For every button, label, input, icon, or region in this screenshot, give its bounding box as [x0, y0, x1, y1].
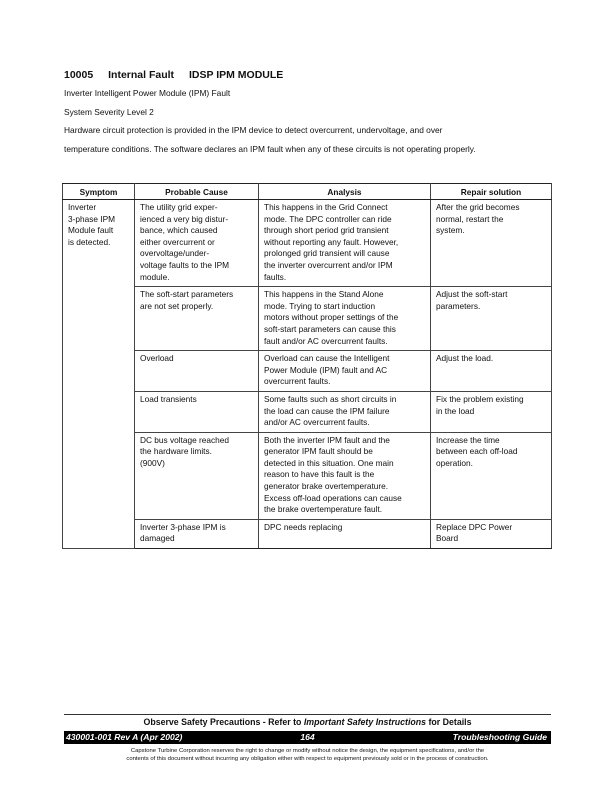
- analysis-cell: [259, 351, 431, 392]
- repair-solution-cell: [431, 200, 552, 287]
- repair-solution-cell-line: system.: [436, 225, 465, 236]
- repair-solution-cell: [431, 519, 552, 548]
- probable-cause-cell: [135, 200, 259, 287]
- analysis-cell-line: the inverter overcurrent and/or IPM: [264, 259, 393, 270]
- probable-cause-cell-line: Load transients: [140, 393, 197, 404]
- repair-solution-cell: [431, 432, 552, 519]
- repair-solution-cell-line: Fix the problem existing: [436, 393, 524, 404]
- header-repair-solution: Repair solution: [431, 184, 552, 200]
- repair-solution-cell-line: Board: [436, 533, 459, 544]
- probable-cause-cell-line: overvoltage/under-: [140, 248, 210, 259]
- probable-cause-cell-line: are not set properly.: [140, 300, 214, 311]
- footer-divider: [64, 714, 551, 715]
- page-number: 164: [300, 732, 315, 742]
- symptom-cell-line: is detected.: [68, 236, 111, 247]
- analysis-cell-line: reason to have this fault is the: [264, 469, 375, 480]
- analysis-cell-line: Power Module (IPM) fault and AC: [264, 364, 388, 375]
- repair-solution-cell-line: normal, restart the: [436, 213, 504, 224]
- document-number: 430001-001 Rev A (Apr 2002): [66, 732, 183, 742]
- probable-cause-cell-line: The utility grid exper-: [140, 202, 218, 212]
- footer-bar: [64, 731, 551, 744]
- repair-solution-cell-line: Increase the time: [436, 434, 500, 445]
- probable-cause-cell-line: ienced a very big distur-: [140, 213, 229, 224]
- table-row: [63, 287, 552, 351]
- probable-cause-cell-line: DC bus voltage reached: [140, 434, 230, 445]
- repair-solution-cell-line: between each off-load: [436, 446, 518, 457]
- symptom-cell-line: Inverter: [68, 202, 97, 212]
- disclaimer: [64, 747, 551, 763]
- probable-cause-cell: [135, 391, 259, 432]
- symptom-cell-line: Module fault: [68, 225, 114, 236]
- safety-notice: [64, 717, 551, 727]
- analysis-cell-line: fault and/or AC overcurrent faults.: [264, 335, 388, 346]
- symptom-cell: [63, 200, 135, 549]
- analysis-cell-line: generator brake overtemperature.: [264, 481, 389, 492]
- header-analysis: Analysis: [259, 184, 431, 200]
- probable-cause-cell-line: Overload: [140, 353, 174, 364]
- safety-notice-prefix: Observe Safety Precautions - Refer to: [143, 717, 304, 727]
- repair-solution-cell-line: parameters.: [436, 300, 481, 311]
- table-body: [63, 200, 552, 549]
- analysis-cell-line: through short period grid transient: [264, 225, 389, 236]
- disclaimer-line-2: contents of this document without incurring any obligation either with respect to equipment previously sold or in the process of construction.: [126, 756, 489, 762]
- repair-solution-cell-line: Adjust the soft-start: [436, 289, 508, 300]
- analysis-cell-line: the brake overtemperature fault.: [264, 504, 383, 515]
- fault-subtitle: Inverter Intelligent Power Module (IPM) Fault: [64, 88, 231, 98]
- repair-solution-cell: [431, 287, 552, 351]
- analysis-cell-line: detected in this situation. One main: [264, 457, 394, 468]
- probable-cause-cell-line: either overcurrent or: [140, 236, 215, 247]
- analysis-cell-line: Some faults such as short circuits in: [264, 393, 397, 404]
- repair-solution-cell-line: Adjust the load.: [436, 353, 494, 364]
- analysis-cell-line: and/or AC overcurrent faults.: [264, 417, 370, 428]
- guide-title: Troubleshooting Guide: [452, 732, 547, 742]
- probable-cause-cell-line: module.: [140, 271, 170, 282]
- probable-cause-cell-line: The soft-start parameters: [140, 289, 234, 300]
- repair-solution-cell-line: operation.: [436, 457, 473, 468]
- description-line-1: Hardware circuit protection is provided in the IPM device to detect overcurrent, undervoltage, and over: [64, 125, 443, 135]
- analysis-cell-line: without reporting any fault. However,: [264, 236, 399, 247]
- troubleshooting-table: [62, 183, 552, 549]
- probable-cause-cell: [135, 351, 259, 392]
- analysis-cell: [259, 519, 431, 548]
- symptom-cell-line: 3-phase IPM: [68, 213, 116, 224]
- section-heading: [64, 69, 295, 81]
- safety-notice-suffix: for Details: [426, 717, 472, 727]
- header-symptom: Symptom: [63, 184, 135, 200]
- probable-cause-cell-line: bance, which caused: [140, 225, 218, 236]
- repair-solution-cell: [431, 351, 552, 392]
- table-row: [63, 391, 552, 432]
- analysis-cell-line: generator IPM fault should be: [264, 446, 373, 457]
- table-row: [63, 519, 552, 548]
- safety-notice-link: Important Safety Instructions: [303, 717, 427, 727]
- analysis-cell-line: motors without proper settings of the: [264, 312, 399, 323]
- repair-solution-cell-line: in the load: [436, 405, 475, 416]
- analysis-cell-line: faults.: [264, 271, 287, 282]
- repair-solution-cell-line: Replace DPC Power: [436, 521, 513, 532]
- analysis-cell-line: prolonged grid transient will cause: [264, 248, 390, 259]
- analysis-cell-line: soft-start parameters can cause this: [264, 323, 396, 334]
- fault-module: IDSP IPM MODULE: [188, 69, 284, 81]
- analysis-cell-line: mode. Trying to start induction: [264, 300, 376, 311]
- analysis-cell: [259, 432, 431, 519]
- analysis-cell-line: the load can cause the IPM failure: [264, 405, 390, 416]
- table-row: [63, 200, 552, 287]
- analysis-cell-line: Overload can cause the Intelligent: [264, 353, 390, 364]
- analysis-cell: [259, 391, 431, 432]
- probable-cause-cell-line: voltage faults to the IPM: [140, 259, 230, 270]
- table-row: [63, 351, 552, 392]
- probable-cause-cell-line: the hardware limits.: [140, 446, 212, 457]
- table-row: [63, 432, 552, 519]
- fault-code: 10005: [64, 69, 94, 81]
- probable-cause-cell-line: (900V): [140, 457, 165, 468]
- repair-solution-cell-line: After the grid becomes: [436, 202, 520, 212]
- analysis-cell-line: mode. The DPC controller can ride: [264, 213, 392, 224]
- fault-title: Internal Fault: [108, 69, 175, 81]
- probable-cause-cell: [135, 287, 259, 351]
- analysis-cell: [259, 287, 431, 351]
- repair-solution-cell: [431, 391, 552, 432]
- analysis-cell: [259, 200, 431, 287]
- analysis-cell-line: This happens in the Stand Alone: [264, 289, 384, 300]
- table-header-row: [63, 184, 552, 200]
- probable-cause-cell-line: damaged: [140, 533, 175, 544]
- header-probable-cause: Probable Cause: [135, 184, 259, 200]
- severity-level: System Severity Level 2: [64, 107, 154, 117]
- analysis-cell-line: Both the inverter IPM fault and the: [264, 434, 390, 445]
- analysis-cell-line: overcurrent faults.: [264, 376, 331, 387]
- probable-cause-cell: [135, 432, 259, 519]
- probable-cause-cell: [135, 519, 259, 548]
- disclaimer-line-1: Capstone Turbine Corporation reserves the right to change or modify without notice the design, the equipment specifications, and/or the: [130, 748, 485, 754]
- description-line-2: temperature conditions. The software declares an IPM fault when any of these circuits is not operating properly.: [64, 144, 476, 154]
- probable-cause-cell-line: Inverter 3-phase IPM is: [140, 521, 226, 532]
- analysis-cell-line: DPC needs replacing: [264, 521, 343, 532]
- analysis-cell-line: Excess off-load operations can cause: [264, 492, 402, 503]
- analysis-cell-line: This happens in the Grid Connect: [264, 202, 388, 212]
